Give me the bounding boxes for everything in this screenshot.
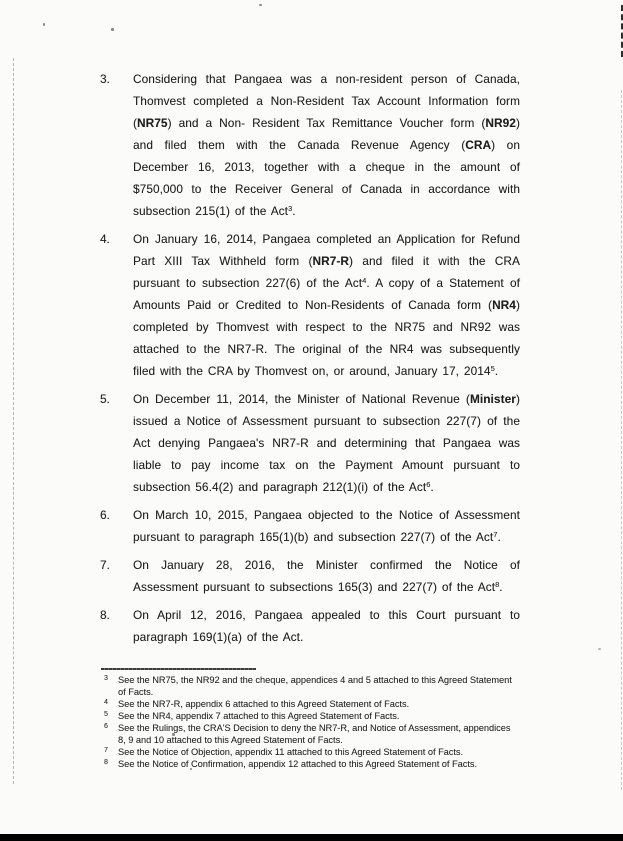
- text-segment: ) and filed them with the Canada Revenue Agency (: [133, 116, 520, 152]
- paragraph-text: [133, 504, 520, 548]
- text-segment: ) completed by Thomvest with respect to the NR75 and NR92 was attached to the NR7-R. The original of the NR4 was subsequently filed with the CRA by Thomvest on, or around, January 17, 2014: [133, 298, 520, 378]
- paragraph-text: [133, 554, 520, 598]
- footnote-text: See the Rulings, the CRA'S Decision to deny the NR7-R, and Notice of Assessment, appendices 8, 9 and 10 attached to this Agreed Statement of Facts.: [118, 723, 511, 745]
- paragraph-number: 7.: [100, 558, 110, 572]
- paragraph-item: [100, 68, 520, 222]
- paragraph-item: [100, 228, 520, 382]
- paragraph-item: [100, 504, 520, 548]
- text-segment: Considering that Pangaea was a non-resident person of Canada, Thomvest completed a Non-Resident Tax Account Information form (: [133, 72, 520, 130]
- paragraph-text: [133, 604, 520, 648]
- text-segment: CRA: [465, 138, 492, 152]
- footnote-list: [100, 674, 520, 770]
- footnote-marker: 5: [104, 711, 108, 718]
- paragraph-text: [133, 228, 520, 382]
- scan-artifact-bottom-bar: [0, 834, 623, 841]
- document-content: [100, 68, 520, 770]
- footnote-text: See the Notice of Objection, appendix 11 attached to this Agreed Statement of Facts.: [118, 747, 464, 757]
- paragraph-item: [100, 554, 520, 598]
- footnote-ref: 3: [288, 203, 293, 213]
- text-segment: On January 28, 2016, the Minister confirmed the Notice of Assessment pursuant to subsections 165(3) and 227(7) of the Act: [133, 558, 520, 594]
- paragraph-item: [100, 388, 520, 498]
- footnote-ref: 8: [495, 579, 500, 589]
- paragraph-number: 5.: [100, 392, 110, 406]
- paragraph-text: [133, 388, 520, 498]
- text-segment: ) and filed it with the CRA pursuant to subsection 227(6) of the Act: [133, 254, 520, 290]
- paragraph-number: 8.: [100, 608, 110, 622]
- text-segment: ) issued a Notice of Assessment pursuant to subsection 227(7) of the Act denying Pangaea's NR7-R and determining that Pangaea was liable to pay income tax on the Payment Amount pursuant to subsection 56.4(2) and paragraph 212(1)(i) of the Act: [133, 392, 520, 494]
- text-segment: ) on December 16, 2013, together with a cheque in the amount of $750,000 to the Receiver General of Canada in accordance with subsection 215(1) of the Act: [133, 138, 520, 218]
- footnote-marker: 7: [104, 747, 108, 754]
- scan-artifact-left-edge-line: [13, 58, 14, 784]
- paragraph-number: 3.: [100, 72, 110, 86]
- text-segment: .: [499, 580, 503, 594]
- text-segment: .: [430, 480, 434, 494]
- scan-artifact-right-edge-line: [621, 90, 622, 790]
- paragraph-text: [133, 68, 520, 222]
- text-segment: NR92: [485, 116, 516, 130]
- text-segment: .: [494, 364, 499, 378]
- text-segment: NR7-R: [312, 254, 350, 268]
- text-segment: .: [292, 204, 296, 218]
- footnote-separator: [101, 668, 256, 670]
- scan-speck: [259, 4, 262, 6]
- text-segment: .: [497, 530, 501, 544]
- footnote-ref: 7: [493, 529, 498, 539]
- footnote-ref: 4: [362, 275, 367, 285]
- text-segment: On April 12, 2016, Pangaea appealed to this Court pursuant to paragraph 169(1)(a) of the Act.: [133, 608, 520, 644]
- paragraph-item: [100, 604, 520, 648]
- text-segment: NR75: [137, 116, 168, 130]
- footnote-item: [100, 722, 520, 746]
- paragraph-list: [100, 68, 520, 648]
- footnote-ref: 5: [490, 363, 495, 373]
- scan-speck: [598, 648, 601, 650]
- footnote-text: See the NR4, appendix 7 attached to this Agreed Statement of Facts.: [118, 711, 400, 721]
- scan-speck: [43, 23, 45, 26]
- text-segment: On January 16, 2014, Pangaea completed an Application for Refund Part XIII Tax Withheld form (: [133, 232, 520, 268]
- text-segment: . A copy of a Statement of Amounts Paid or Credited to Non-Residents of Canada form (: [133, 276, 520, 312]
- paragraph-number: 4.: [100, 232, 110, 246]
- text-segment: On December 11, 2014, the Minister of National Revenue (: [133, 392, 470, 406]
- footnote-text: See the Notice of Confirmation, appendix 12 attached to this Agreed Statement of Facts.: [118, 759, 478, 769]
- footnote-item: [100, 746, 520, 758]
- footnote-text: See the NR7-R, appendix 6 attached to this Agreed Statement of Facts.: [118, 699, 410, 709]
- footnote-item: [100, 698, 520, 710]
- scan-speck: [111, 28, 114, 31]
- footnote-marker: 3: [104, 675, 108, 682]
- footnote-marker: 8: [104, 759, 108, 766]
- footnote-item: [100, 758, 520, 770]
- footnote-text: See the NR75, the NR92 and the cheque, appendices 4 and 5 attached to this Agreed Statement of Facts.: [118, 675, 512, 697]
- footnote-item: [100, 674, 520, 698]
- footnote-marker: 6: [104, 723, 108, 730]
- footnote-ref: 6: [426, 479, 431, 489]
- text-segment: ) and a Non- Resident Tax Remittance Voucher form (: [167, 116, 486, 130]
- footnote-marker: 4: [104, 699, 108, 706]
- paragraph-number: 6.: [100, 508, 110, 522]
- text-segment: NR4: [492, 298, 516, 312]
- footnote-item: [100, 710, 520, 722]
- text-segment: Minister: [469, 392, 516, 406]
- text-segment: On March 10, 2015, Pangaea objected to the Notice of Assessment pursuant to paragraph 165(1)(b) and subsection 227(7) of the Act: [133, 508, 520, 544]
